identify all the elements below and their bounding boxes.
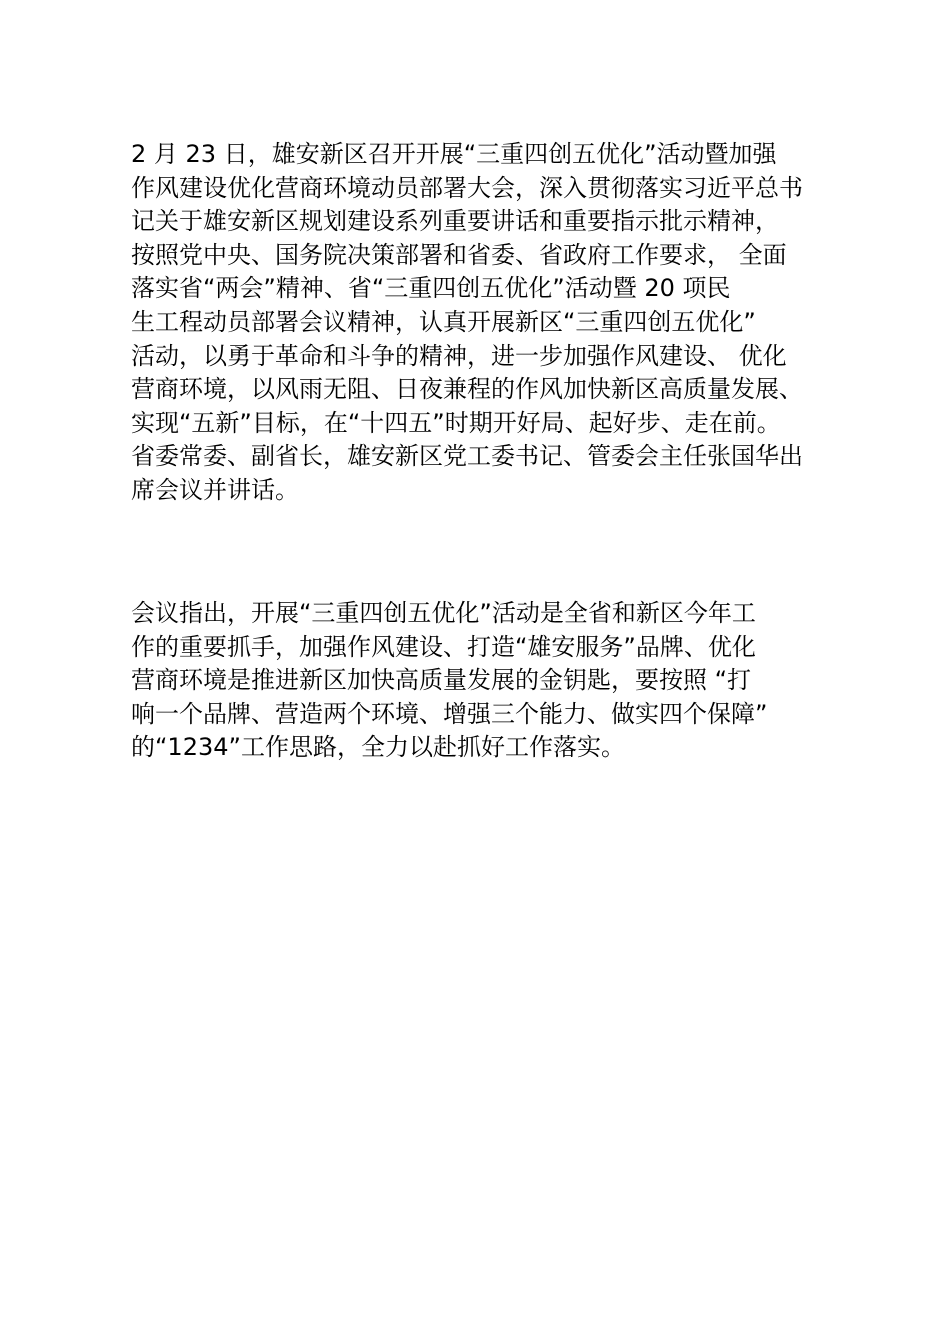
paragraph-meeting-announcement: 2 月 23 日，雄安新区召开开展“三重四创五优化”活动暨加强 作风建设优化营商环境动员部署大会，深入贯彻落实习近平总书 记关于雄安新区规划建设系列重要讲话和重要指示批示精神， 按照党中央、国务院决策部署和省委、省政府工作要求， 全面 落实省“两会”精神、省“三重四创五优化”活动暨 20 项民 生工程动员部署会议精神，认真开展新区“三重四创五优化” 活动，以勇于革命和斗争的精神，进一步加强作风建设、 优化 营商环境，以风雨无阻、日夜兼程的作风加快新区高质量发展、 实现“五新”目标，在“十四五”时期开好局、起好步、走在前。 省委常委、副省长，雄安新区党工委书记、管委会主任张国华出 席会议并讲话。	[131, 140, 803, 504]
paragraph-meeting-directive: 会议指出，开展“三重四创五优化”活动是全省和新区今年工 作的重要抓手，加强作风建设、打造“雄安服务”品牌、优化 营商环境是推进新区加快高质量发展的金钥匙，要按照 “打 响一个品牌、营造两个环境、增强三个能力、做实四个保障” 的“1234”工作思路，全力以赴抓好工作落实。	[131, 599, 768, 762]
